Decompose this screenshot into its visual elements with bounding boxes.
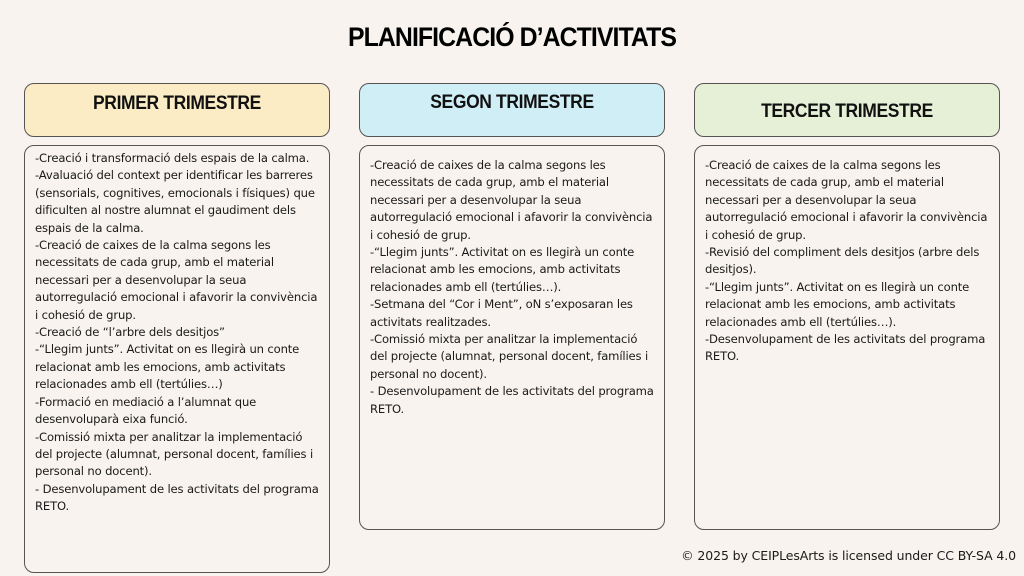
activity-item: -“Llegim junts”. Activitat on es llegirà un conte relacionat amb les emocions, amb activitats relacionades amb ell (tertúlies…).: [370, 245, 635, 294]
activity-item: -“Llegim junts”. Activitat on es llegirà un conte relacionat amb les emocions, amb activitats relacionades amb ell (tertúlies…): [35, 342, 300, 392]
activity-item: -Creació de caixes de la calma segons les necessitats de cada grup, amb el material necessari per a desenvolupar la seua autorregulació emocional i afavorir la convivència i cohesió de grup.: [370, 158, 653, 242]
activity-item: -Revisió del compliment dels desitjos (arbre dels desitjos).: [705, 245, 980, 277]
activity-item: -Desenvolupament de les activitats del programa RETO.: [705, 332, 986, 364]
activity-item: -Creació de caixes de la calma segons les necessitats de cada grup, amb el material necessari per a desenvolupar la seua autorregulació emocional i afavorir la convivència i cohesió de grup.: [705, 158, 988, 242]
activity-item: -Formació en mediació a l’alumnat que desenvoluparà eixa funció.: [35, 394, 257, 427]
activity-item: -“Llegim junts”. Activitat on es llegirà un conte relacionat amb les emocions, amb activitats relacionades amb ell (tertúlies…).: [705, 279, 970, 329]
activity-item: - Desenvolupament de les activitats del programa RETO.: [35, 481, 319, 514]
header-tercer-trimestre: [694, 83, 1000, 137]
activity-item: -Avaluació del context per identificar les barreres (sensorials, cognitives, emocionals i físiques) que dificulten al nostre alumnat el gaudiment dels espais de la calma.: [35, 168, 315, 235]
header-label: TERCER TRIMESTRE: [761, 101, 933, 122]
activity-item: -Creació i transformació dels espais de la calma.: [35, 151, 310, 165]
header-segon-trimestre: [359, 83, 665, 137]
header-label: SEGON TRIMESTRE: [430, 92, 594, 113]
activity-item: -Creació de “l’arbre dels desitjos”: [35, 325, 225, 340]
header-label: PRIMER TRIMESTRE: [93, 93, 261, 114]
header-primer-trimestre: [24, 83, 330, 137]
activity-item: - Desenvolupament de les activitats del programa RETO.: [370, 384, 654, 416]
activity-item: -Comissió mixta per analitzar la implementació del projecte (alumnat, personal docent, famílies i personal no docent).: [370, 332, 649, 381]
activity-item: -Creació de caixes de la calma segons les necessitats de cada grup, amb el material necessari per a desenvolupar la seua autorregulació emocional i afavorir la convivència i cohesió de grup.: [35, 238, 318, 322]
content-segon-trimestre: [359, 145, 665, 530]
page-title: PLANIFICACIÓ D’ACTIVITATS: [348, 22, 676, 52]
activity-item: -Setmana del “Cor i Ment”, oN s’exposaran les activitats realitzades.: [370, 297, 633, 329]
content-tercer-trimestre: [694, 145, 1000, 530]
content-primer-trimestre: [24, 145, 330, 573]
activity-item: -Comissió mixta per analitzar la implementació del projecte (alumnat, personal docent, famílies i personal no docent).: [35, 429, 314, 479]
license-footer: © 2025 by CEIPLesArts is licensed under CC BY-SA 4.0: [681, 548, 1016, 563]
